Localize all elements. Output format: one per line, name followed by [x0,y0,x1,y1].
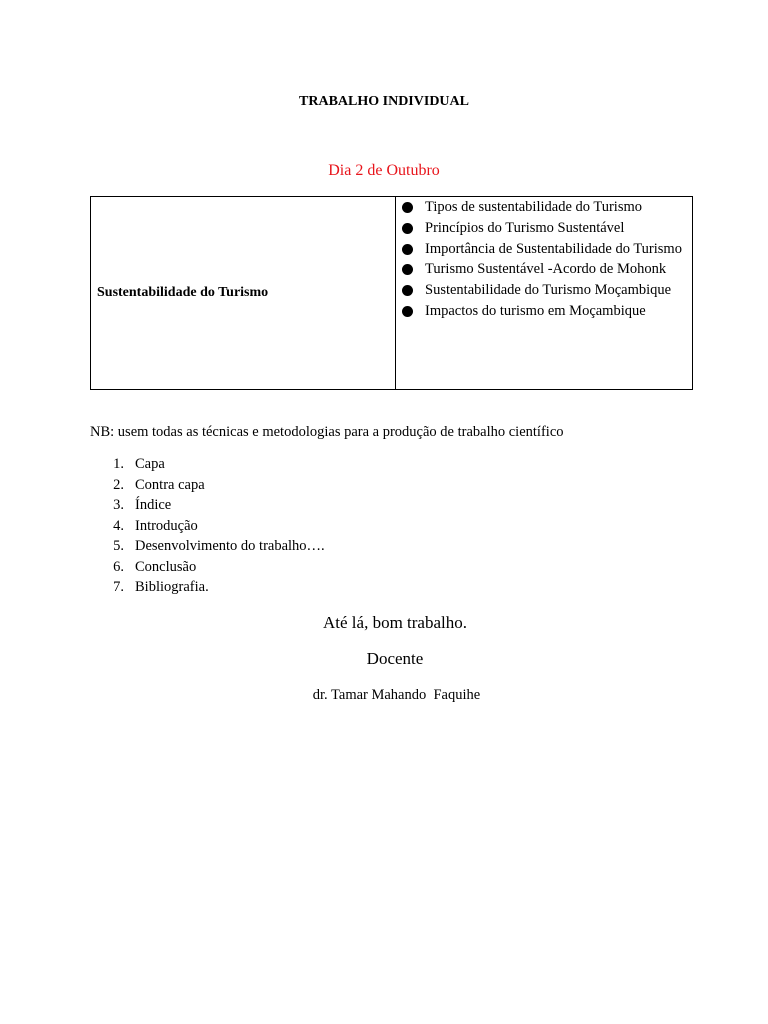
list-item [402,301,692,322]
list-label: Desenvolvimento do trabalho…. [135,538,325,554]
bullet-icon [402,264,413,275]
topic-label: Impactos do turismo em Moçambique [425,302,646,319]
list-item [90,454,325,475]
topic-label: Princípios do Turismo Sustentável [425,219,625,236]
list-item [90,475,325,496]
nb-note: NB: usem todas as técnicas e metodologias para a produção de trabalho científico [90,424,564,440]
list-number: 5. [113,538,124,554]
list-item [90,516,325,537]
bullet-icon [402,306,413,317]
list-item [90,577,325,598]
closing-message: Até lá, bom trabalho. [323,613,467,632]
table-row [91,197,693,390]
subject-label: Sustentabilidade do Turismo [97,285,269,300]
list-label: Índice [135,497,172,513]
topics-table [90,196,693,390]
list-label: Conclusão [135,558,197,575]
topic-label: Tipos de sustentabilidade do Turismo [425,199,642,215]
list-number: 4. [113,517,124,534]
list-label: Introdução [135,517,198,534]
list-number: 1. [113,456,124,472]
list-item [90,495,325,516]
list-number: 6. [113,558,124,575]
topics-list [396,197,692,322]
teacher-name: dr. Tamar Mahando Faquihe [312,687,481,703]
list-number: 7. [113,579,124,595]
list-label: Bibliografia. [135,579,209,595]
list-item [90,536,325,557]
topics-cell [396,197,693,390]
list-number: 3. [113,497,124,513]
list-item [402,197,692,218]
document-title: TRABALHO INDIVIDUAL [299,94,469,109]
signature-role: Docente [366,649,424,668]
list-item [402,218,692,239]
list-item [402,280,692,301]
topic-label: Sustentabilidade do Turismo Moçambique [425,282,672,299]
topic-label: Importância de Sustentabilidade do Turismo [425,240,682,257]
bullet-icon [402,244,413,255]
list-item [90,557,325,578]
list-label: Contra capa [135,476,205,493]
bullet-icon [402,202,413,213]
list-item [402,239,692,260]
list-number: 2. [113,476,124,493]
subject-cell [91,197,396,390]
structure-list [90,454,325,598]
list-label: Capa [135,456,165,472]
bullet-icon [402,285,413,296]
assignment-date: Dia 2 de Outubro [328,162,440,179]
list-item [402,259,692,280]
bullet-icon [402,223,413,234]
topic-label: Turismo Sustentável -Acordo de Mohonk [425,261,667,278]
